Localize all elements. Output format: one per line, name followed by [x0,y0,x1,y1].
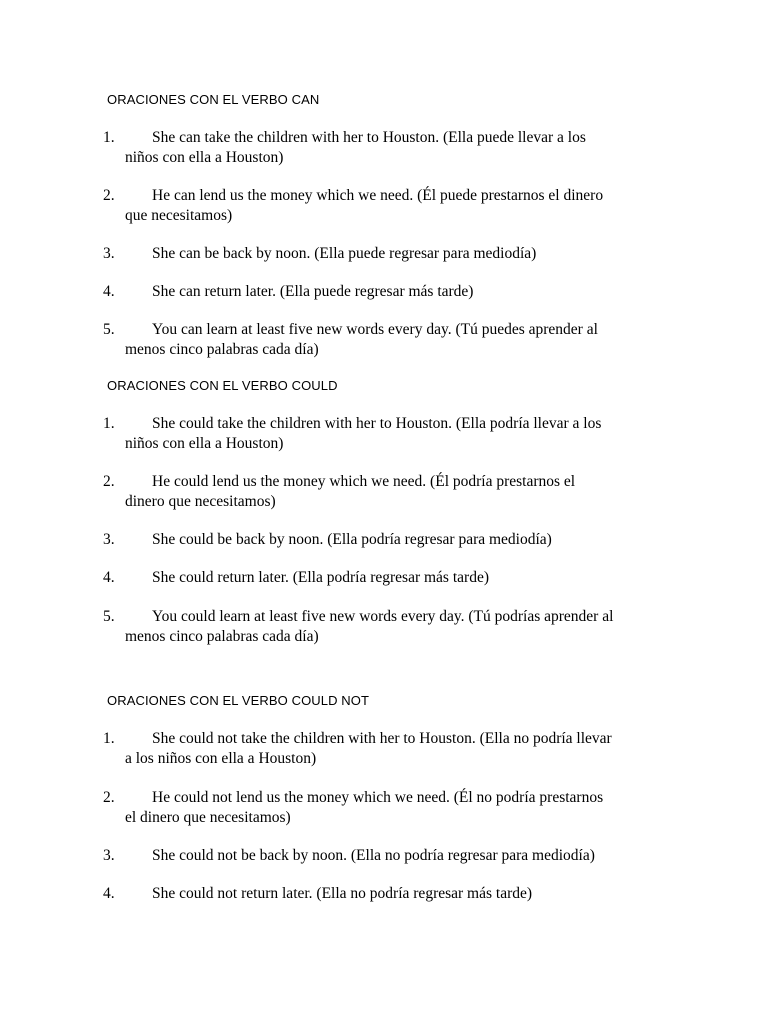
item-text-line2: menos cinco palabras cada día) [125,341,319,358]
item-number: 1. [103,129,115,146]
item-text-line2: el dinero que necesitamos) [125,809,291,826]
item-text-line1: He can lend us the money which we need. (Él puede prestarnos el dinero [152,187,604,204]
section-heading-can: ORACIONES CON EL VERBO CAN [107,92,320,107]
item-text-line1: She can return later. (Ella puede regresar más tarde) [152,283,474,300]
item-number: 3. [103,847,115,864]
item-text-line2: menos cinco palabras cada día) [125,628,319,645]
item-text-line1: He could lend us the money which we need. (Él podría prestarnos el [152,473,576,490]
item-number: 3. [103,245,115,262]
item-text-line1: He could not lend us the money which we need. (Él no podría prestarnos [152,789,604,806]
item-number: 2. [103,473,115,490]
item-number: 1. [103,415,115,432]
item-text-line2: dinero que necesitamos) [125,493,276,510]
item-text-line1: She could return later. (Ella podría regresar más tarde) [152,569,489,586]
item-number: 4. [103,569,115,586]
item-number: 3. [103,531,115,548]
section-heading-could: ORACIONES CON EL VERBO COULD [107,378,338,393]
item-text-line1: You could learn at least five new words every day. (Tú podrías aprender al [152,608,614,625]
item-number: 5. [103,321,115,338]
item-number: 4. [103,283,115,300]
item-text-line1: She could not return later. (Ella no podría regresar más tarde) [152,885,533,902]
item-text-line1: She could not be back by noon. (Ella no podría regresar para mediodía) [152,847,595,864]
item-text-line1: She can take the children with her to Houston. (Ella puede llevar a los [152,129,586,146]
item-number: 1. [103,730,115,747]
item-text-line1: You can learn at least five new words every day. (Tú puedes aprender al [152,321,598,338]
item-text-line2: niños con ella a Houston) [125,149,284,166]
item-text-line2: niños con ella a Houston) [125,435,284,452]
item-number: 5. [103,608,115,625]
item-text-line1: She can be back by noon. (Ella puede regresar para mediodía) [152,245,537,262]
item-number: 2. [103,187,115,204]
item-text-line1: She could take the children with her to Houston. (Ella podría llevar a los [152,415,602,432]
item-number: 2. [103,789,115,806]
item-text-line1: She could be back by noon. (Ella podría regresar para mediodía) [152,531,552,548]
item-number: 4. [103,885,115,902]
section-heading-could-not: ORACIONES CON EL VERBO COULD NOT [107,693,370,708]
item-text-line2: a los niños con ella a Houston) [125,750,317,767]
item-text-line2: que necesitamos) [125,207,233,224]
item-text-line1: She could not take the children with her to Houston. (Ella no podría llevar [152,730,612,747]
